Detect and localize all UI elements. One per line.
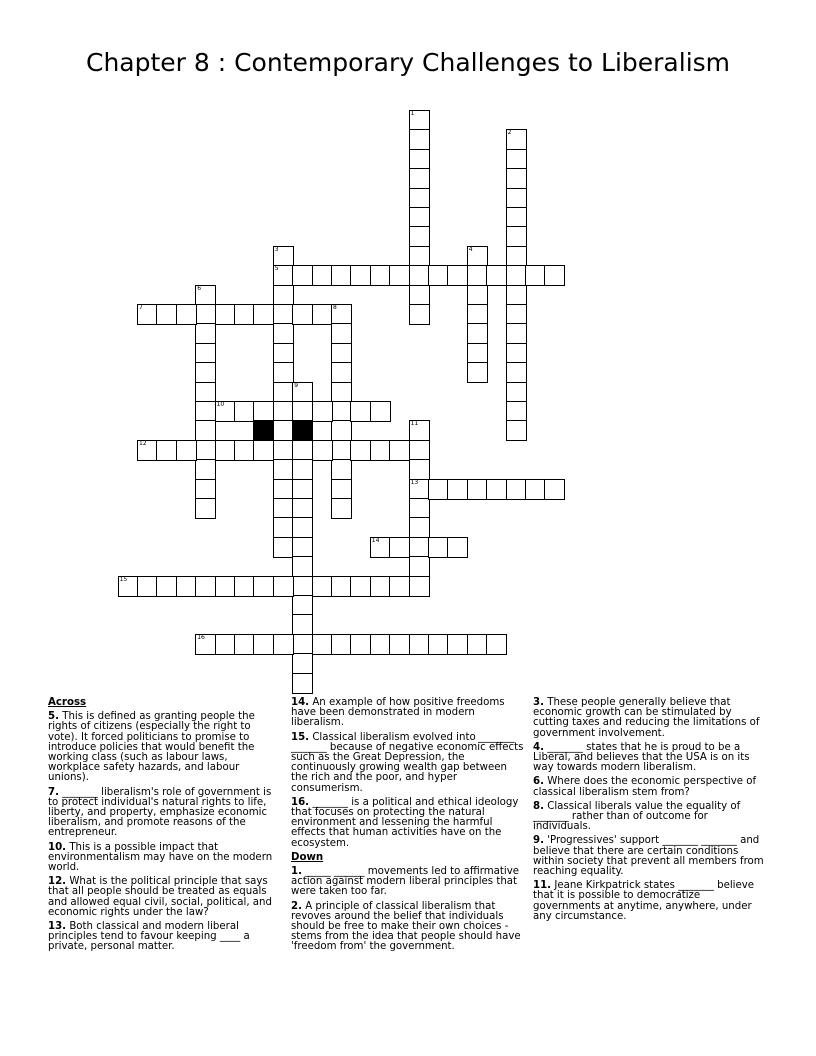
grid-cell[interactable] <box>331 401 352 422</box>
grid-cell[interactable] <box>506 207 527 228</box>
grid-cell[interactable] <box>312 304 333 325</box>
grid-cell[interactable] <box>137 576 158 597</box>
grid-cell[interactable] <box>409 207 430 228</box>
grid-cell[interactable] <box>409 556 430 577</box>
grid-cell[interactable] <box>253 576 274 597</box>
grid-cell[interactable] <box>234 304 255 325</box>
grid-cell[interactable] <box>234 440 255 461</box>
grid-cell[interactable] <box>389 576 410 597</box>
grid-cell[interactable] <box>409 498 430 519</box>
grid-cell[interactable] <box>195 420 216 441</box>
clue-text: An example of how positive freedoms have been demonstrated in modern liberalism. <box>291 697 505 729</box>
grid-cell[interactable] <box>467 362 488 383</box>
grid-cell[interactable] <box>234 634 255 655</box>
clue-text: _______ liberalism's role of government is to protect individual's natural rights to life, liberty, and property, emphasize economic liberalism, and promote reasons of the entrepreneur. <box>48 786 272 839</box>
grid-cell[interactable] <box>506 304 527 325</box>
grid-cell[interactable] <box>409 459 430 480</box>
grid-cell[interactable] <box>506 401 527 422</box>
grid-cell[interactable] <box>253 304 274 325</box>
grid-cell[interactable] <box>409 129 430 150</box>
clue-across-10 <box>48 843 282 874</box>
grid-cell[interactable] <box>234 401 255 422</box>
grid-cell[interactable] <box>195 304 216 325</box>
grid-cell[interactable] <box>292 479 313 500</box>
grid-cell[interactable] <box>428 537 449 558</box>
clue-number: 13. <box>48 921 67 933</box>
grid-cell[interactable] <box>292 401 313 422</box>
grid-cell[interactable] <box>409 285 430 306</box>
grid-cell[interactable] <box>409 479 430 500</box>
grid-cell[interactable] <box>156 304 177 325</box>
grid-cell[interactable] <box>331 382 352 403</box>
grid-cell[interactable] <box>312 401 333 422</box>
clue-across-12 <box>48 877 282 918</box>
clue-text: _____ ______ movements led to affirmative action against modern liberal principles that were taken too far. <box>291 866 520 898</box>
grid-cell[interactable] <box>331 634 352 655</box>
grid-cell[interactable] <box>331 323 352 344</box>
grid-cell[interactable] <box>370 634 391 655</box>
grid-cell[interactable] <box>506 188 527 209</box>
grid-cell[interactable] <box>273 479 294 500</box>
grid-cell[interactable] <box>195 362 216 383</box>
grid-cell[interactable] <box>467 265 488 286</box>
grid-cell[interactable] <box>389 537 410 558</box>
grid-cell[interactable] <box>195 382 216 403</box>
grid-cell[interactable] <box>292 382 313 403</box>
grid-cell[interactable] <box>195 323 216 344</box>
down-heading: Down <box>291 851 324 863</box>
grid-cell[interactable] <box>389 440 410 461</box>
cell-number: 11 <box>410 420 419 428</box>
grid-cell[interactable] <box>195 401 216 422</box>
grid-cell[interactable] <box>486 265 507 286</box>
cell-number: 3 <box>274 245 279 253</box>
grid-cell[interactable] <box>292 304 313 325</box>
grid-cell[interactable] <box>253 401 274 422</box>
grid-cell[interactable] <box>447 634 468 655</box>
grid-cell[interactable] <box>409 440 430 461</box>
grid-cell[interactable] <box>350 401 371 422</box>
cell-number: 12 <box>139 439 147 447</box>
clue-down-6 <box>533 777 769 797</box>
grid-cell[interactable] <box>215 576 236 597</box>
grid-cell[interactable] <box>215 440 236 461</box>
grid-cell[interactable] <box>195 459 216 480</box>
clue-text: Where does the economic perspective of classical liberalism stem from? <box>533 776 757 798</box>
grid-cell[interactable] <box>273 246 294 267</box>
grid-cell[interactable] <box>409 634 430 655</box>
grid-cell[interactable] <box>331 459 352 480</box>
grid-cell[interactable] <box>350 576 371 597</box>
grid-cell[interactable] <box>486 634 507 655</box>
clue-text: _______ is a political and ethical ideology that focuses on protecting the natural environment and lessening the harmful effects that human activities have on the ecosystem. <box>291 796 519 849</box>
grid-cell[interactable] <box>273 304 294 325</box>
grid-cell[interactable] <box>292 556 313 577</box>
clue-across-15 <box>291 733 525 794</box>
cell-number: 13 <box>410 478 419 486</box>
grid-cell[interactable] <box>409 517 430 538</box>
grid-cell[interactable] <box>389 265 410 286</box>
clue-down-1 <box>291 867 525 898</box>
grid-cell[interactable] <box>506 246 527 267</box>
grid-cell[interactable] <box>156 440 177 461</box>
grid-cell[interactable] <box>234 576 255 597</box>
grid-cell[interactable] <box>506 362 527 383</box>
grid-cell[interactable] <box>195 498 216 519</box>
clue-across-14 <box>291 698 525 729</box>
clue-text: This is a possible impact that environmentalism may have on the modern world. <box>48 841 273 874</box>
cell-number: 8 <box>333 304 337 311</box>
grid-cell[interactable] <box>273 382 294 403</box>
grid-cell[interactable] <box>292 537 313 558</box>
grid-cell[interactable] <box>273 362 294 383</box>
grid-cell[interactable] <box>176 440 197 461</box>
clue-down-3 <box>533 698 769 739</box>
grid-cell[interactable] <box>331 479 352 500</box>
clue-text: This is defined as granting people the rights of citizens (especially the right to vote). It forced politicians to promise to introduce policies that would benefit the working class (such as labour laws, workplace safety hazards, and labour unions). <box>48 711 255 784</box>
clue-number: 3. <box>533 697 544 708</box>
grid-cell[interactable] <box>156 576 177 597</box>
grid-cell[interactable] <box>292 653 313 674</box>
grid-cell[interactable] <box>253 634 274 655</box>
grid-cell[interactable] <box>331 420 352 441</box>
grid-cell[interactable] <box>486 479 507 500</box>
grid-cell[interactable] <box>506 285 527 306</box>
grid-cell[interactable] <box>409 537 430 558</box>
grid-cell[interactable] <box>292 595 313 616</box>
grid-cell[interactable] <box>409 265 430 286</box>
cell-number: 7 <box>139 304 143 311</box>
grid-cell[interactable] <box>506 382 527 403</box>
clue-down-9 <box>533 836 769 877</box>
grid-cell[interactable] <box>331 265 352 286</box>
grid-cell[interactable] <box>428 634 449 655</box>
grid-cell[interactable] <box>331 498 352 519</box>
grid-cell[interactable] <box>506 129 527 150</box>
grid-cell[interactable] <box>467 323 488 344</box>
clue-across-16 <box>291 798 525 849</box>
grid-cell[interactable] <box>506 226 527 247</box>
clue-text: A principle of classical liberalism that revoves around the belief that individuals should be free to make their own choices - stems from the idea that people should have 'freedom from' the government. <box>291 900 521 953</box>
grid-cell[interactable] <box>215 304 236 325</box>
grid-cell[interactable] <box>409 188 430 209</box>
cell-number: 14 <box>371 536 380 544</box>
grid-cell[interactable] <box>467 634 488 655</box>
black-cell <box>253 420 274 441</box>
grid-cell[interactable] <box>312 576 333 597</box>
clue-across-5 <box>48 712 282 783</box>
clue-number: 11. <box>533 880 552 892</box>
grid-cell[interactable] <box>467 343 488 364</box>
grid-cell[interactable] <box>350 440 371 461</box>
grid-cell[interactable] <box>525 265 546 286</box>
grid-cell[interactable] <box>273 440 294 461</box>
clue-down-4 <box>533 743 769 774</box>
grid-cell[interactable] <box>428 479 449 500</box>
cell-number: 16 <box>197 633 205 641</box>
grid-cell[interactable] <box>544 479 565 500</box>
grid-cell[interactable] <box>506 420 527 441</box>
grid-cell[interactable] <box>137 440 158 461</box>
grid-cell[interactable] <box>273 634 294 655</box>
clue-down-8 <box>533 802 769 833</box>
grid-cell[interactable] <box>447 265 468 286</box>
grid-cell[interactable] <box>370 440 391 461</box>
grid-cell[interactable] <box>331 304 352 325</box>
clues-column-2 <box>291 698 525 957</box>
grid-cell[interactable] <box>215 401 236 422</box>
grid-cell[interactable] <box>409 226 430 247</box>
grid-cell[interactable] <box>370 401 391 422</box>
clue-number: 2. <box>291 900 302 912</box>
grid-cell[interactable] <box>273 517 294 538</box>
grid-cell[interactable] <box>292 634 313 655</box>
grid-cell[interactable] <box>273 343 294 364</box>
grid-cell[interactable] <box>292 459 313 480</box>
cell-number: 2 <box>507 129 512 137</box>
grid-cell[interactable] <box>176 304 197 325</box>
grid-cell[interactable] <box>506 479 527 500</box>
clue-number: 6. <box>533 776 544 788</box>
grid-cell[interactable] <box>273 537 294 558</box>
grid-cell[interactable] <box>506 265 527 286</box>
cell-number: 15 <box>119 575 128 583</box>
grid-cell[interactable] <box>195 285 216 306</box>
clue-number: 14. <box>291 697 310 708</box>
grid-cell[interactable] <box>409 246 430 267</box>
clue-number: 10. <box>48 841 67 853</box>
clue-number: 8. <box>533 800 544 812</box>
grid-cell[interactable] <box>467 285 488 306</box>
grid-cell[interactable] <box>370 265 391 286</box>
grid-cell[interactable] <box>331 440 352 461</box>
grid-cell[interactable] <box>273 401 294 422</box>
grid-cell[interactable] <box>447 537 468 558</box>
grid-cell[interactable] <box>409 304 430 325</box>
grid-cell[interactable] <box>292 614 313 635</box>
grid-cell[interactable] <box>312 440 333 461</box>
grid-cell[interactable] <box>292 673 313 694</box>
grid-cell[interactable] <box>195 440 216 461</box>
grid-cell[interactable] <box>253 440 274 461</box>
grid-cell[interactable] <box>506 343 527 364</box>
grid-cell[interactable] <box>370 576 391 597</box>
grid-cell[interactable] <box>331 362 352 383</box>
grid-cell[interactable] <box>292 440 313 461</box>
grid-cell[interactable] <box>195 479 216 500</box>
black-cell <box>292 420 313 441</box>
grid-cell[interactable] <box>467 246 488 267</box>
grid-cell[interactable] <box>409 110 430 131</box>
clue-text: Jeane Kirkpatrick states _______ believe that it is possible to democratize governments at anytime, anywhere, under any circumstance. <box>533 880 755 922</box>
cell-number: 9 <box>294 381 299 389</box>
clue-text: 'Progressives' support _______ _______ and believe that there are certain conditions within society that prevent all members from reaching equality. <box>533 835 764 878</box>
clue-number: 1. <box>291 866 302 878</box>
grid-cell[interactable] <box>331 576 352 597</box>
clue-text: Classical liberals value the equality of _______ rather than of outcome for individuals. <box>533 800 741 833</box>
grid-cell[interactable] <box>273 265 294 286</box>
page-title: Chapter 8 : Contemporary Challenges to Liberalism <box>85 48 731 77</box>
clue-across-7 <box>48 788 282 839</box>
grid-cell[interactable] <box>506 168 527 189</box>
clues-column-1 <box>48 698 282 957</box>
clue-down-2 <box>291 902 525 953</box>
clue-number: 9. <box>533 835 544 847</box>
grid-cell[interactable] <box>312 634 333 655</box>
grid-cell[interactable] <box>273 498 294 519</box>
grid-cell[interactable] <box>467 479 488 500</box>
grid-cell[interactable] <box>273 323 294 344</box>
grid-cell[interactable] <box>331 343 352 364</box>
grid-cell[interactable] <box>176 576 197 597</box>
cell-number: 1 <box>410 110 415 117</box>
grid-cell[interactable] <box>467 304 488 325</box>
cell-number: 10 <box>216 401 225 408</box>
grid-cell[interactable] <box>409 149 430 170</box>
grid-cell[interactable] <box>195 343 216 364</box>
cell-number: 6 <box>197 284 202 292</box>
grid-cell[interactable] <box>195 634 216 655</box>
clue-text: _______ states that he is proud to be a Liberal, and believes that the USA is on its way towards modern liberalism. <box>533 741 750 774</box>
clue-number: 5. <box>48 711 59 723</box>
grid-cell[interactable] <box>447 479 468 500</box>
clue-text: Classical liberalism evolved into _______ _______ because of negative economic effects such as the Great Depression, the continuously growing wealth gap between the rich and the poor, and hyper consumerism. <box>291 731 524 794</box>
grid-cell[interactable] <box>137 304 158 325</box>
clue-text: What is the political principle that says that all people should be treated as equals and allowed equal civil, social, political, and economic rights under the law? <box>48 876 272 918</box>
grid-cell[interactable] <box>292 576 313 597</box>
grid-cell[interactable] <box>409 576 430 597</box>
grid-cell[interactable] <box>350 265 371 286</box>
grid-cell[interactable] <box>292 498 313 519</box>
grid-cell[interactable] <box>273 420 294 441</box>
clue-number: 16. <box>291 796 310 808</box>
clue-number: 12. <box>48 876 67 888</box>
clue-text: These people generally believe that economic growth can be stimulated by cutting taxes and reducing the limitations of government involvement. <box>533 697 760 739</box>
grid-cell[interactable] <box>118 576 139 597</box>
clue-number: 15. <box>291 731 310 743</box>
grid-cell[interactable] <box>428 265 449 286</box>
clue-number: 7. <box>48 786 59 798</box>
grid-cell[interactable] <box>506 149 527 170</box>
grid-cell[interactable] <box>409 420 430 441</box>
grid-cell[interactable] <box>350 634 371 655</box>
grid-cell[interactable] <box>215 634 236 655</box>
grid-cell[interactable] <box>292 265 313 286</box>
cell-number: 4 <box>468 245 473 253</box>
grid-cell[interactable] <box>370 537 391 558</box>
cell-number: 5 <box>274 265 279 273</box>
grid-cell[interactable] <box>389 634 410 655</box>
grid-cell[interactable] <box>409 168 430 189</box>
grid-cell[interactable] <box>525 479 546 500</box>
grid-cell[interactable] <box>273 459 294 480</box>
clue-text: Both classical and modern liberal principles tend to favour keeping ____ a private, personal matter. <box>48 921 250 953</box>
across-heading: Across <box>48 697 87 708</box>
clues-column-3 <box>533 698 769 926</box>
grid-cell[interactable] <box>292 517 313 538</box>
grid-cell[interactable] <box>273 285 294 306</box>
grid-cell[interactable] <box>544 265 565 286</box>
grid-cell[interactable] <box>273 576 294 597</box>
grid-cell[interactable] <box>195 576 216 597</box>
grid-cell[interactable] <box>506 323 527 344</box>
clue-across-13 <box>48 922 282 953</box>
clue-down-11 <box>533 881 769 922</box>
grid-cell[interactable] <box>312 265 333 286</box>
clue-number: 4. <box>533 741 544 753</box>
